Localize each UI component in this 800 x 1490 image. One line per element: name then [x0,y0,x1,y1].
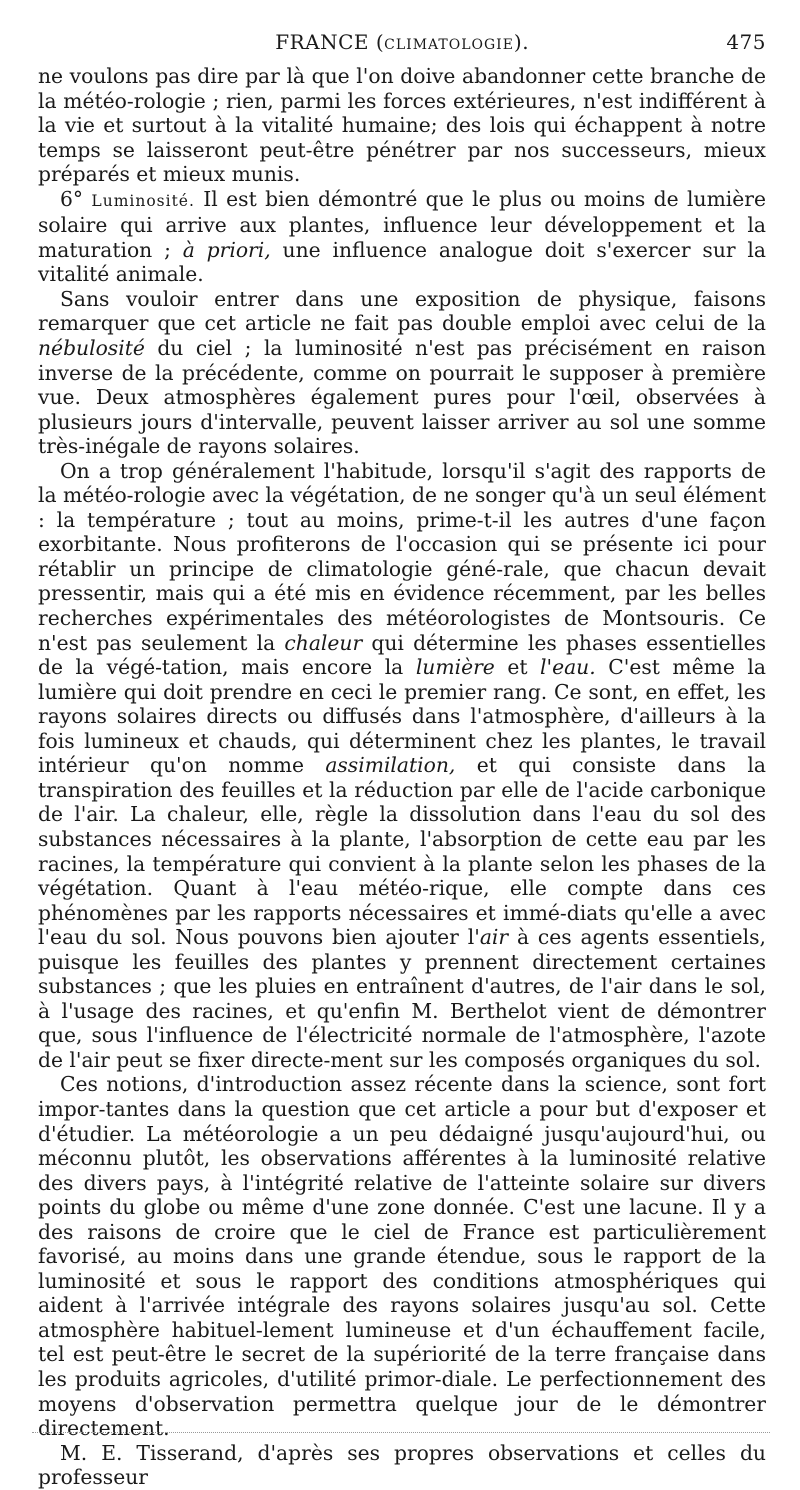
paragraph-text: du ciel ; la luminosité n'est pas précisément en raison inverse de la précédente, comme on pourrait le supposer à première vue. Deux atmosphères également pures pour l'œil, observées à plusieurs jours d'intervalle, peuvent laisser arriver au sol une somme très-inégale de rayons solaires. [38,336,766,459]
paragraph-text: Ces notions, d'introduction assez récente dans la science, sont fort impor-tantes dans la question que cet article a pour but d'exposer et d'étudier. La météorologie a un peu dédaigné jusqu'aujourd'hui, ou méconnu plutôt, les observations afférentes à la luminosité relative des divers pays, à l'intégrité relative de l'atteinte solaire sur divers points du globe ou même d'une zone donnée. C'est une lacune. Il y a des raisons de croire que le ciel de France est particulièrement favorisé, au moins dans une grande étendue, sous le rapport de la luminosité et sous le rapport des conditions atmosphériques qui aident à l'arrivée intégrale des rayons solaires jusqu'au sol. Cette atmosphère habituel-lement lumineuse et d'un échauffement facile, tel est peut-être le secret de la supériorité de la terre française dans les produits agricoles, d'utilité primor-diale. Le perfectionnement des moyens d'observation permettra quelque jour de le démontrer directement. [38,1072,766,1441]
paragraph-text: qui détermine les phases essentielles de la végé-tation, mais encore la [38,630,766,680]
running-title-subject: CLIMATOLOGIE [384,37,514,53]
paragraph-physique [38,287,766,459]
running-title-close: ). [513,30,530,54]
paragraph-text: une influence analogue doit s'exercer sur la vitalité animale. [38,237,766,287]
paragraph-text: à ces agents essentiels, puisque les feuilles des plantes y prennent directement certaines substances ; que les pluies en entraînent d'autres, de l'air dans le sol, à l'usage des racines, et qu'enfin M. Berthelot vient de démontrer que, sous l'influence de l'électricité normale de l'atmosphère, l'azote de l'air peut se fixer directe-ment sur les composés organiques du sol. [38,925,766,1072]
footer-dotted-rule [32,1432,770,1433]
italic-term: air [479,925,509,950]
running-title [78,30,726,54]
italic-term: l'eau. [540,655,596,680]
running-title-main: FRANCE [275,30,369,54]
page-number: 475 [726,30,766,54]
italic-term: assimilation, [325,753,456,778]
italic-term: chaleur [284,630,363,655]
paragraph-text: M. E. Tisserand, d'après ses propres observations et celles du professeur [38,1440,766,1490]
paragraph-text: ne voulons pas dire par là que l'on doive abandonner cette branche de la météo-rologie ; rien, parmi les forces extérieures, n'est indifférent à la vie et surtout à la vitalité humaine; des lois qui échappent à notre temps se laisseront peut-être pénétrer par nos successeurs, mieux préparés et mieux munis. [38,64,766,187]
italic-term: lumière [415,655,495,680]
section-number: 6° [60,186,92,211]
running-title-open: ( [369,30,385,54]
paragraph-text: On a trop généralement l'habitude, lorsqu'il s'agit des rapports de la météo-rologie avec la végétation, de ne songer qu'à un seul élément : la température ; tout au moins, prime-t-il les autres d'une façon exorbitante. Nous profiterons de l'occasion qui se présente ici pour rétablir un principe de climatologie géné-rale, que chacun devait pressentir, mais qui a été mis en évidence récemment, par les belles recherches expérimentales des météorologistes de Montsouris. Ce n'est pas seulement la [38,458,766,655]
paragraph-continuation [38,64,766,187]
article-body [38,64,766,1490]
paragraph-text: C'est même la lumière qui doit prendre en ceci le premier rang. Ce sont, en effet, les rayons solaires directs ou diffusés dans l'atmosphère, d'ailleurs à la fois lumineux et chauds, qui déterminent chez les plantes, le travail intérieur qu'on nomme [38,655,766,778]
paragraph-text: et qui consiste dans la transpiration des feuilles et la réduction par elle de l'acide carbonique de l'air. La chaleur, elle, règle la dissolution dans l'eau du sol des substances nécessaires à la plante, l'absorption de cette eau par les racines, la température qui convient à la plante selon les phases de la végétation. Quant à l'eau météo-rique, elle compte dans ces phénomènes par les rapports nécessaires et immé-diats qu'elle a avec l'eau du sol. Nous pouvons bien ajouter l' [38,753,766,950]
paragraph-text: et [494,655,541,680]
paragraph-tisserand [38,1441,766,1490]
running-header [38,30,766,58]
paragraph-luminosite [38,187,766,287]
section-heading: Luminosité. [91,191,195,210]
paragraph-text: Il est bien démontré que le plus ou moins de lumière solaire qui arrive aux plantes, influence leur développement et la maturation ; [38,186,766,262]
italic-term: à priori, [182,237,271,262]
paragraph-text: Sans vouloir entrer dans une exposition de physique, faisons remarquer que cet article ne fait pas double emploi avec celui de la [38,286,766,336]
paragraph-notions [38,1072,766,1440]
italic-term: nébulosité [38,336,145,361]
paragraph-vegetation [38,459,766,1073]
